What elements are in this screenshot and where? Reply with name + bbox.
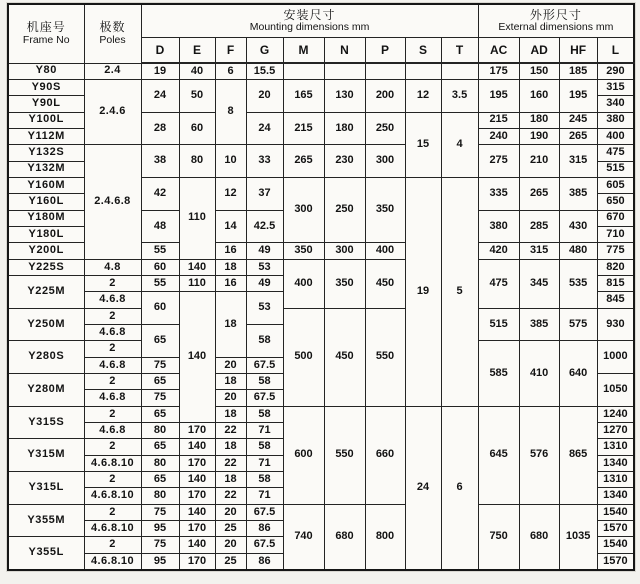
value-cell: 815 (597, 275, 634, 291)
table-row (8, 145, 634, 161)
value-cell: 18 (215, 472, 246, 488)
value-cell: 6 (441, 406, 478, 570)
value-cell: 110 (179, 177, 215, 259)
poles-cell: 4.6.8.10 (84, 455, 141, 471)
poles-cell: 2.4.6.8 (84, 145, 141, 259)
frame-cell: Y225S (8, 259, 84, 275)
value-cell: 450 (324, 308, 365, 406)
external-label-en: External dimensions mm (498, 21, 614, 34)
value-cell: 750 (478, 504, 519, 570)
value-cell: 55 (141, 243, 179, 259)
value-cell: 475 (597, 145, 634, 161)
value-cell: 265 (283, 145, 324, 178)
value-cell: 175 (478, 63, 519, 79)
column-header-frame-no (8, 4, 84, 63)
value-cell: 170 (179, 423, 215, 439)
column-header-p: P (365, 38, 405, 64)
value-cell: 140 (179, 292, 215, 423)
poles-cell: 2.4 (84, 63, 141, 79)
value-cell: 3.5 (441, 79, 478, 112)
value-cell (324, 63, 365, 79)
frame-cell: Y80 (8, 63, 84, 79)
value-cell: 1540 (597, 504, 634, 520)
value-cell: 55 (141, 275, 179, 291)
value-cell: 53 (246, 292, 283, 325)
column-header-t: T (441, 38, 478, 64)
poles-cell: 2 (84, 439, 141, 455)
value-cell: 1570 (597, 553, 634, 570)
table-row (8, 504, 634, 520)
value-cell: 71 (246, 423, 283, 439)
value-cell: 430 (559, 210, 597, 243)
frame-cell: Y225M (8, 275, 84, 308)
value-cell: 65 (141, 325, 179, 358)
value-cell: 95 (141, 521, 179, 537)
value-cell: 150 (519, 63, 559, 79)
value-cell: 80 (141, 455, 179, 471)
value-cell: 480 (559, 243, 597, 259)
column-header-ac: AC (478, 38, 519, 64)
value-cell: 165 (283, 79, 324, 112)
value-cell: 290 (597, 63, 634, 79)
value-cell: 1000 (597, 341, 634, 374)
value-cell: 190 (519, 128, 559, 144)
value-cell: 275 (478, 145, 519, 178)
value-cell: 515 (597, 161, 634, 177)
value-cell: 180 (519, 112, 559, 128)
value-cell: 170 (179, 553, 215, 570)
section-header-external-dimensions (478, 4, 634, 38)
value-cell: 49 (246, 243, 283, 259)
value-cell: 160 (519, 79, 559, 112)
value-cell: 49 (246, 275, 283, 291)
value-cell: 450 (365, 259, 405, 308)
value-cell: 195 (478, 79, 519, 112)
value-cell: 4 (441, 112, 478, 177)
column-header-e: E (179, 38, 215, 64)
value-cell: 1270 (597, 423, 634, 439)
mounting-label-zh: 安装尺寸 (283, 7, 336, 22)
column-header-s: S (405, 38, 441, 64)
value-cell: 20 (246, 79, 283, 112)
value-cell: 820 (597, 259, 634, 275)
value-cell: 400 (283, 259, 324, 308)
value-cell: 215 (283, 112, 324, 145)
value-cell: 140 (179, 472, 215, 488)
poles-cell: 4.6.8 (84, 292, 141, 308)
value-cell: 58 (246, 472, 283, 488)
value-cell: 130 (324, 79, 365, 112)
value-cell: 680 (519, 504, 559, 570)
column-header-hf: HF (559, 38, 597, 64)
value-cell: 18 (215, 374, 246, 390)
value-cell: 550 (324, 406, 365, 504)
value-cell: 500 (283, 308, 324, 406)
value-cell: 24 (141, 79, 179, 112)
value-cell: 670 (597, 210, 634, 226)
value-cell: 680 (324, 504, 365, 570)
frame-cell: Y100L (8, 112, 84, 128)
value-cell: 71 (246, 455, 283, 471)
poles-cell: 4.6.8 (84, 423, 141, 439)
value-cell: 58 (246, 406, 283, 422)
poles-cell: 4.6.8.10 (84, 521, 141, 537)
value-cell: 1570 (597, 521, 634, 537)
poles-cell: 2 (84, 374, 141, 390)
poles-cell: 2 (84, 537, 141, 553)
value-cell: 315 (559, 145, 597, 178)
value-cell: 865 (559, 406, 597, 504)
value-cell: 576 (519, 406, 559, 504)
frame-no-label-zh: 机座号 (26, 20, 66, 35)
section-header-mounting-dimensions (141, 4, 478, 38)
value-cell: 75 (141, 390, 179, 406)
value-cell: 210 (519, 145, 559, 178)
value-cell: 18 (215, 259, 246, 275)
poles-cell: 2 (84, 472, 141, 488)
value-cell: 65 (141, 472, 179, 488)
value-cell: 600 (283, 406, 324, 504)
value-cell: 60 (141, 259, 179, 275)
table-row (8, 308, 634, 324)
value-cell: 75 (141, 504, 179, 520)
value-cell: 1240 (597, 406, 634, 422)
value-cell: 20 (215, 390, 246, 406)
value-cell (365, 63, 405, 79)
value-cell: 60 (141, 292, 179, 325)
frame-cell: Y90L (8, 96, 84, 112)
value-cell: 315 (519, 243, 559, 259)
frame-cell: Y112M (8, 128, 84, 144)
poles-label-zh: 极数 (99, 20, 126, 35)
value-cell: 53 (246, 259, 283, 275)
value-cell: 50 (179, 79, 215, 112)
value-cell: 38 (141, 145, 179, 178)
value-cell: 200 (365, 79, 405, 112)
value-cell (405, 63, 441, 79)
column-header-g: G (246, 38, 283, 64)
value-cell: 24 (246, 112, 283, 145)
frame-cell: Y280M (8, 374, 84, 407)
value-cell: 18 (215, 406, 246, 422)
value-cell: 340 (597, 96, 634, 112)
mounting-label-en: Mounting dimensions mm (249, 21, 370, 34)
value-cell: 86 (246, 521, 283, 537)
external-label-zh: 外形尺寸 (529, 7, 582, 22)
value-cell: 535 (559, 259, 597, 308)
value-cell: 1340 (597, 488, 634, 504)
value-cell: 380 (478, 210, 519, 243)
value-cell: 25 (215, 521, 246, 537)
value-cell: 48 (141, 210, 179, 243)
poles-cell: 4.6.8 (84, 390, 141, 406)
value-cell: 245 (559, 112, 597, 128)
column-header-n: N (324, 38, 365, 64)
value-cell: 28 (141, 112, 179, 145)
table-row (8, 406, 634, 422)
value-cell: 265 (559, 128, 597, 144)
value-cell: 75 (141, 357, 179, 373)
value-cell: 20 (215, 357, 246, 373)
value-cell: 350 (365, 177, 405, 242)
value-cell: 80 (141, 423, 179, 439)
value-cell: 58 (246, 374, 283, 390)
frame-cell: Y315M (8, 439, 84, 472)
table-row (8, 259, 634, 275)
table-header (8, 4, 634, 63)
value-cell: 335 (478, 177, 519, 210)
value-cell: 8 (215, 79, 246, 144)
table-body (8, 63, 634, 570)
value-cell: 58 (246, 439, 283, 455)
value-cell: 240 (478, 128, 519, 144)
value-cell: 37 (246, 177, 283, 210)
value-cell: 14 (215, 210, 246, 243)
value-cell: 195 (559, 79, 597, 112)
value-cell: 650 (597, 194, 634, 210)
table-row (8, 79, 634, 95)
value-cell: 385 (519, 308, 559, 341)
value-cell: 300 (283, 177, 324, 242)
poles-cell: 4.6.8.10 (84, 553, 141, 570)
value-cell: 65 (141, 406, 179, 422)
poles-label-en: Poles (99, 34, 126, 47)
value-cell: 775 (597, 243, 634, 259)
value-cell: 95 (141, 553, 179, 570)
value-cell: 5 (441, 177, 478, 406)
poles-cell: 4.6.8 (84, 325, 141, 341)
value-cell: 170 (179, 488, 215, 504)
poles-cell: 2.4.6 (84, 79, 141, 144)
value-cell: 250 (365, 112, 405, 145)
value-cell: 385 (559, 177, 597, 210)
value-cell: 67.5 (246, 537, 283, 553)
value-cell: 645 (478, 406, 519, 504)
frame-cell: Y180M (8, 210, 84, 226)
column-header-poles (84, 4, 141, 63)
value-cell: 660 (365, 406, 405, 504)
value-cell: 400 (365, 243, 405, 259)
value-cell: 22 (215, 423, 246, 439)
frame-cell: Y355M (8, 504, 84, 537)
value-cell: 67.5 (246, 504, 283, 520)
value-cell: 845 (597, 292, 634, 308)
value-cell: 67.5 (246, 390, 283, 406)
value-cell: 25 (215, 553, 246, 570)
value-cell: 22 (215, 455, 246, 471)
value-cell: 475 (478, 259, 519, 308)
value-cell: 215 (478, 112, 519, 128)
value-cell: 345 (519, 259, 559, 308)
value-cell: 185 (559, 63, 597, 79)
value-cell: 515 (478, 308, 519, 341)
value-cell: 800 (365, 504, 405, 570)
value-cell: 930 (597, 308, 634, 341)
value-cell: 230 (324, 145, 365, 178)
frame-cell: Y160L (8, 194, 84, 210)
poles-cell: 2 (84, 504, 141, 520)
frame-cell: Y315S (8, 406, 84, 439)
value-cell: 18 (215, 439, 246, 455)
value-cell: 250 (324, 177, 365, 242)
table-row (8, 63, 634, 79)
value-cell: 315 (597, 79, 634, 95)
value-cell: 380 (597, 112, 634, 128)
value-cell: 12 (215, 177, 246, 210)
poles-cell: 2 (84, 308, 141, 324)
value-cell: 15.5 (246, 63, 283, 79)
value-cell: 65 (141, 439, 179, 455)
value-cell: 65 (141, 374, 179, 390)
frame-cell: Y180L (8, 226, 84, 242)
value-cell: 400 (597, 128, 634, 144)
value-cell: 140 (179, 259, 215, 275)
column-header-l: L (597, 38, 634, 64)
value-cell: 58 (246, 325, 283, 358)
value-cell: 170 (179, 455, 215, 471)
value-cell: 420 (478, 243, 519, 259)
value-cell: 20 (215, 504, 246, 520)
value-cell: 575 (559, 308, 597, 341)
value-cell: 1540 (597, 537, 634, 553)
value-cell: 86 (246, 553, 283, 570)
value-cell: 110 (179, 275, 215, 291)
value-cell: 640 (559, 341, 597, 406)
frame-cell: Y315L (8, 472, 84, 505)
frame-cell: Y250M (8, 308, 84, 341)
value-cell (441, 63, 478, 79)
poles-cell: 2 (84, 406, 141, 422)
value-cell: 300 (324, 243, 365, 259)
value-cell: 605 (597, 177, 634, 193)
frame-cell: Y160M (8, 177, 84, 193)
value-cell: 350 (283, 243, 324, 259)
value-cell: 140 (179, 504, 215, 520)
value-cell: 265 (519, 177, 559, 210)
value-cell: 740 (283, 504, 324, 570)
frame-cell: Y90S (8, 79, 84, 95)
value-cell: 18 (215, 292, 246, 357)
value-cell: 80 (179, 145, 215, 178)
value-cell: 19 (141, 63, 179, 79)
value-cell: 67.5 (246, 357, 283, 373)
value-cell: 6 (215, 63, 246, 79)
value-cell: 22 (215, 488, 246, 504)
value-cell: 585 (478, 341, 519, 406)
value-cell: 300 (365, 145, 405, 178)
value-cell: 71 (246, 488, 283, 504)
value-cell: 140 (179, 537, 215, 553)
value-cell: 16 (215, 275, 246, 291)
value-cell: 285 (519, 210, 559, 243)
value-cell: 16 (215, 243, 246, 259)
frame-cell: Y132S (8, 145, 84, 161)
value-cell: 170 (179, 521, 215, 537)
column-header-f: F (215, 38, 246, 64)
value-cell: 180 (324, 112, 365, 145)
value-cell: 19 (405, 177, 441, 406)
header-row-sections (8, 4, 634, 38)
motor-dimensions-table (7, 3, 635, 571)
poles-cell: 4.6.8 (84, 357, 141, 373)
value-cell: 15 (405, 112, 441, 177)
value-cell: 10 (215, 145, 246, 178)
frame-cell: Y355L (8, 537, 84, 570)
value-cell: 1310 (597, 439, 634, 455)
value-cell: 550 (365, 308, 405, 406)
value-cell: 33 (246, 145, 283, 178)
value-cell: 1340 (597, 455, 634, 471)
frame-cell: Y132M (8, 161, 84, 177)
value-cell: 24 (405, 406, 441, 570)
column-header-ad: AD (519, 38, 559, 64)
value-cell: 1035 (559, 504, 597, 570)
value-cell: 42 (141, 177, 179, 210)
value-cell: 710 (597, 226, 634, 242)
frame-no-label-en: Frame No (22, 34, 70, 47)
column-header-d: D (141, 38, 179, 64)
value-cell: 75 (141, 537, 179, 553)
value-cell: 1050 (597, 374, 634, 407)
value-cell: 40 (179, 63, 215, 79)
value-cell: 20 (215, 537, 246, 553)
value-cell: 60 (179, 112, 215, 145)
poles-cell: 4.8 (84, 259, 141, 275)
value-cell: 42.5 (246, 210, 283, 243)
frame-cell: Y200L (8, 243, 84, 259)
value-cell (283, 63, 324, 79)
poles-cell: 4.6.8.10 (84, 488, 141, 504)
value-cell: 12 (405, 79, 441, 112)
value-cell: 80 (141, 488, 179, 504)
poles-cell: 2 (84, 341, 141, 357)
value-cell: 1310 (597, 472, 634, 488)
value-cell: 350 (324, 259, 365, 308)
poles-cell: 2 (84, 275, 141, 291)
frame-cell: Y280S (8, 341, 84, 374)
value-cell: 410 (519, 341, 559, 406)
column-header-m: M (283, 38, 324, 64)
value-cell: 140 (179, 439, 215, 455)
